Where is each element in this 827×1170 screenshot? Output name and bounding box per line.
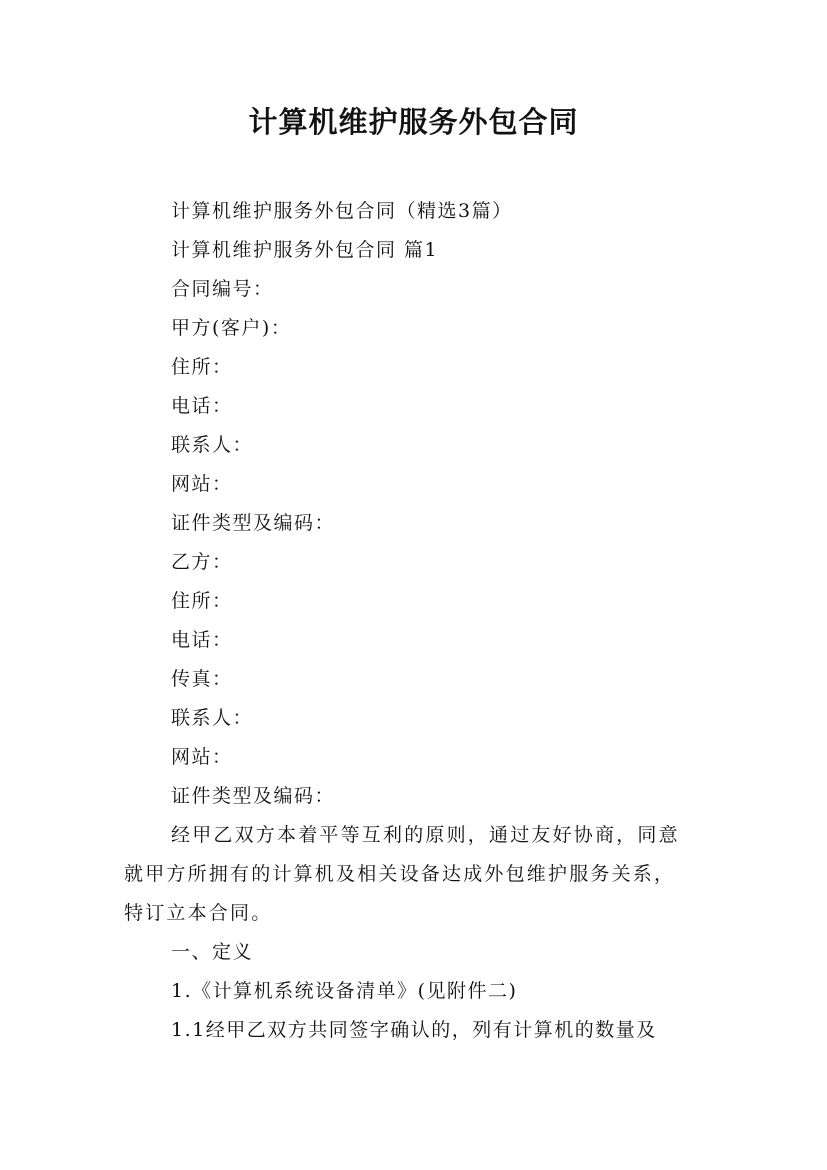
intro-paragraph-line: 经甲乙双方本着平等互利的原则，通过友好协商，同意 <box>171 824 680 846</box>
article-heading: 计算机维护服务外包合同 篇1 <box>171 239 439 261</box>
party-b-id-label: 证件类型及编码： <box>171 785 336 807</box>
section-heading-definitions: 一、定义 <box>171 941 254 963</box>
document-title: 计算机维护服务外包合同 <box>248 105 579 139</box>
party-b-phone-label: 电话： <box>171 629 233 651</box>
party-a-label: 甲方(客户)： <box>171 317 292 339</box>
contract-number-label: 合同编号： <box>171 278 274 300</box>
intro-paragraph-line: 就甲方所拥有的计算机及相关设备达成外包维护服务关系， <box>124 863 676 885</box>
intro-paragraph-line: 特订立本合同。 <box>124 902 273 924</box>
party-b-label: 乙方： <box>171 551 233 573</box>
party-a-address-label: 住所： <box>171 356 233 378</box>
party-b-address-label: 住所： <box>171 590 233 612</box>
party-a-contact-label: 联系人： <box>171 434 254 456</box>
party-b-website-label: 网站： <box>171 746 233 768</box>
subtitle-line: 计算机维护服务外包合同（精选3篇） <box>171 200 513 222</box>
party-a-phone-label: 电话： <box>171 395 233 417</box>
clause-1: 1.《计算机系统设备清单》(见附件二) <box>171 980 518 1002</box>
clause-1-1: 1.1经甲乙双方共同签字确认的，列有计算机的数量及 <box>171 1019 657 1041</box>
party-a-id-label: 证件类型及编码： <box>171 512 336 534</box>
party-a-website-label: 网站： <box>171 473 233 495</box>
document-body <box>124 192 724 1050</box>
party-b-contact-label: 联系人： <box>171 707 254 729</box>
intro-paragraph <box>124 816 724 933</box>
party-b-fax-label: 传真： <box>171 668 233 690</box>
